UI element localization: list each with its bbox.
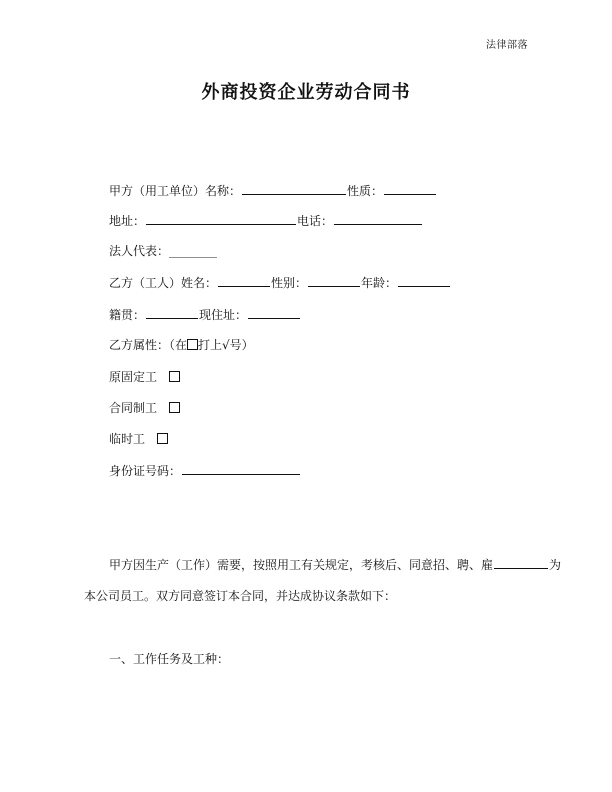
attribute-prefix: 乙方属性：（在 xyxy=(109,338,188,352)
party-a-name-label: 甲方（用工单位）名称： xyxy=(109,184,242,198)
hire-blank[interactable] xyxy=(494,556,548,569)
document-title: 外商投资企业劳动合同书 xyxy=(201,82,411,103)
phone-label: 电话： xyxy=(297,214,334,228)
address-line xyxy=(109,212,423,228)
paragraph-line-2-text: 本公司员工。双方同意签订本合同，并达成协议条款如下： xyxy=(84,589,397,603)
party-b-name-blank[interactable] xyxy=(218,274,270,287)
age-blank[interactable] xyxy=(398,274,450,287)
gender-label: 性别： xyxy=(271,276,308,290)
option-contract-line xyxy=(109,400,180,416)
attribute-line xyxy=(109,337,254,353)
option-permanent-line xyxy=(109,369,180,385)
native-place-line xyxy=(109,306,301,322)
legal-rep-label: 法人代表：________ xyxy=(109,244,218,258)
attribute-suffix: 打上√号） xyxy=(198,338,254,352)
party-b-name-label: 乙方（工人）姓名： xyxy=(109,276,218,290)
option-temp-line xyxy=(109,431,168,447)
party-a-name-blank[interactable] xyxy=(242,182,346,195)
id-number-blank[interactable] xyxy=(182,462,300,475)
header-label: 法律部落 xyxy=(486,40,528,51)
party-a-nature-label: 性质： xyxy=(347,184,384,198)
party-a-line xyxy=(109,182,437,198)
option-contract-label: 合同制工 xyxy=(109,401,158,415)
id-number-line xyxy=(109,462,301,478)
age-label: 年龄： xyxy=(361,276,398,290)
id-number-label: 身份证号码： xyxy=(109,464,182,478)
option-temp-label: 临时工 xyxy=(109,432,146,446)
party-a-nature-blank[interactable] xyxy=(384,182,436,195)
paragraph-line-1-end: 为 xyxy=(549,558,562,572)
option-permanent-label: 原固定工 xyxy=(109,370,158,384)
legal-rep-line xyxy=(109,243,217,259)
current-address-blank[interactable] xyxy=(248,306,300,319)
native-place-blank[interactable] xyxy=(146,306,198,319)
paragraph-line-2 xyxy=(84,588,396,604)
address-blank[interactable] xyxy=(146,212,296,225)
paragraph-line-1-text: 甲方因生产（工作）需要，按照用工有关规定，考核后、同意招、聘、雇 xyxy=(109,558,494,572)
current-address-label: 现住址： xyxy=(199,308,248,322)
phone-blank[interactable] xyxy=(334,212,422,225)
option-contract-checkbox[interactable] xyxy=(169,402,180,413)
party-b-line xyxy=(109,274,451,290)
option-permanent-checkbox[interactable] xyxy=(169,371,180,382)
checkbox-icon xyxy=(187,339,198,350)
option-temp-checkbox[interactable] xyxy=(157,433,168,444)
native-place-label: 籍贯： xyxy=(109,308,146,322)
section-one-heading: 一、工作任务及工种： xyxy=(109,652,230,666)
paragraph-line-1 xyxy=(109,556,561,572)
gender-blank[interactable] xyxy=(308,274,360,287)
address-label: 地址： xyxy=(109,214,146,228)
